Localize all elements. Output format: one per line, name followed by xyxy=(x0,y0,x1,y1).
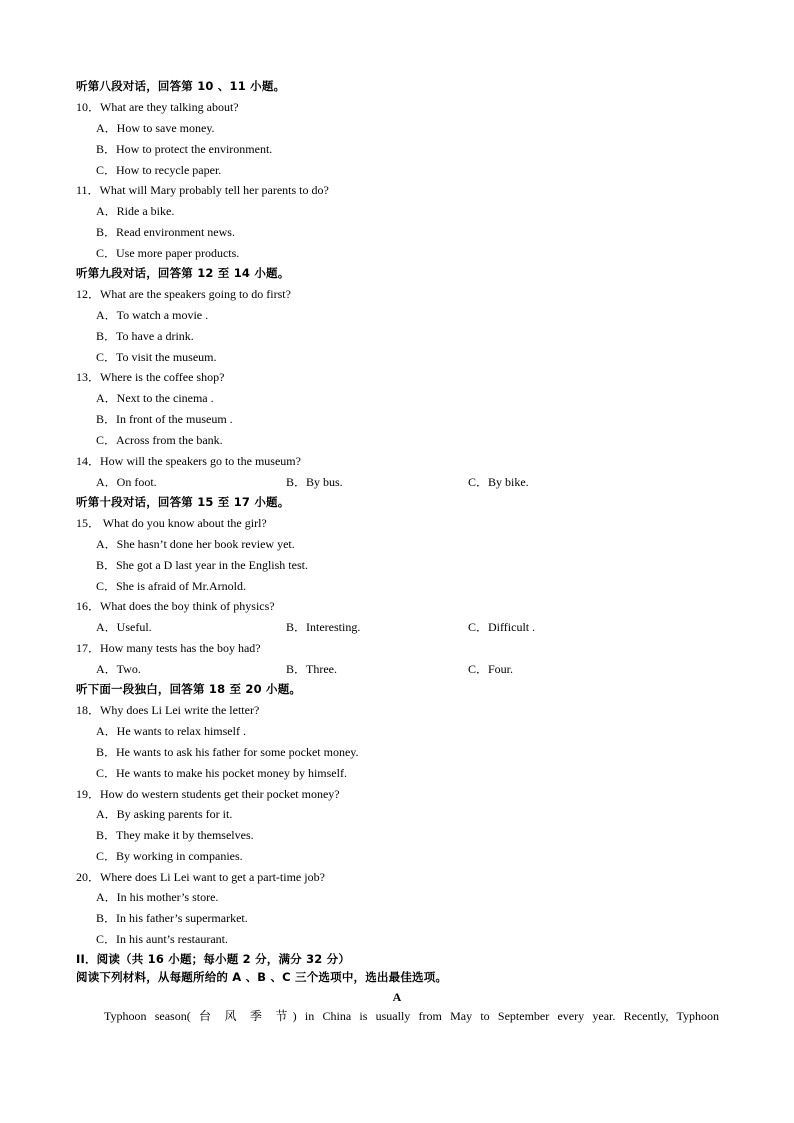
section-header-monologue: 听下面一段独白，回答第 18 至 20 小题。 xyxy=(76,682,302,696)
passage-heading: A xyxy=(392,990,402,1004)
question-16: 16．What does the boy think of physics? xyxy=(76,599,275,613)
option-16-a: A．Useful. xyxy=(96,620,152,634)
passage-first-line: Typhoon season( 台 风 季 节) in China is usually from May to September every year. Recently, Typhoon xyxy=(104,1009,719,1023)
option-19-b: B．They make it by themselves. xyxy=(96,828,254,842)
question-13: 13．Where is the coffee shop? xyxy=(76,370,225,384)
question-18: 18．Why does Li Lei write the letter? xyxy=(76,703,260,717)
option-14-a: A．On foot. xyxy=(96,475,157,489)
question-17: 17．How many tests has the boy had? xyxy=(76,641,261,655)
option-20-a: A．In his mother’s store. xyxy=(96,890,219,904)
question-12: 12．What are the speakers going to do first? xyxy=(76,287,291,301)
option-16-c: C．Difficult . xyxy=(468,620,536,634)
option-15-b: B．She got a D last year in the English test. xyxy=(96,558,308,572)
option-17-c: C．Four. xyxy=(468,662,514,676)
section-header-8: 听第八段对话，回答第 10 、11 小题。 xyxy=(76,79,286,93)
option-14-c: C．By bike. xyxy=(468,475,529,489)
option-18-c: C．He wants to make his pocket money by himself. xyxy=(96,766,347,780)
option-17-a: A．Two. xyxy=(96,662,141,676)
option-11-c: C．Use more paper products. xyxy=(96,246,240,260)
option-16-b: B．Interesting. xyxy=(286,620,361,634)
option-20-b: B．In his father’s supermarket. xyxy=(96,911,248,925)
option-18-a: A．He wants to relax himself . xyxy=(96,724,246,738)
option-12-b: B．To have a drink. xyxy=(96,329,194,343)
option-17-b: B．Three. xyxy=(286,662,337,676)
option-10-b: B．How to protect the environment. xyxy=(96,142,273,156)
section-header-10: 听第十段对话，回答第 15 至 17 小题。 xyxy=(76,495,290,509)
part-2-header: II．阅读（共 16 小题；每小题 2 分，满分 32 分） xyxy=(76,952,351,966)
option-13-b: B．In front of the museum . xyxy=(96,412,233,426)
question-10: 10．What are they talking about? xyxy=(76,100,239,114)
question-15: 15． What do you know about the girl? xyxy=(76,516,267,530)
option-18-b: B．He wants to ask his father for some pocket money. xyxy=(96,745,359,759)
option-13-c: C．Across from the bank. xyxy=(96,433,223,447)
part-2-instructions: 阅读下列材料，从每题所给的 A 、B 、C 三个选项中，选出最佳选项。 xyxy=(76,970,448,984)
section-header-9: 听第九段对话，回答第 12 至 14 小题。 xyxy=(76,266,290,280)
question-14: 14．How will the speakers go to the museum? xyxy=(76,454,301,468)
option-10-a: A．How to save money. xyxy=(96,121,215,135)
option-11-b: B．Read environment news. xyxy=(96,225,235,239)
option-15-c: C．She is afraid of Mr.Arnold. xyxy=(96,579,246,593)
option-10-c: C．How to recycle paper. xyxy=(96,163,222,177)
option-12-a: A．To watch a movie . xyxy=(96,308,209,322)
question-19: 19．How do western students get their pocket money? xyxy=(76,787,340,801)
option-19-a: A．By asking parents for it. xyxy=(96,807,233,821)
question-11: 11．What will Mary probably tell her parents to do? xyxy=(76,183,329,197)
option-12-c: C．To visit the museum. xyxy=(96,350,217,364)
option-20-c: C．In his aunt’s restaurant. xyxy=(96,932,228,946)
option-14-b: B．By bus. xyxy=(286,475,343,489)
option-15-a: A．She hasn’t done her book review yet. xyxy=(96,537,295,551)
option-11-a: A．Ride a bike. xyxy=(96,204,175,218)
option-19-c: C．By working in companies. xyxy=(96,849,243,863)
option-13-a: A．Next to the cinema . xyxy=(96,391,214,405)
question-20: 20．Where does Li Lei want to get a part-time job? xyxy=(76,870,325,884)
